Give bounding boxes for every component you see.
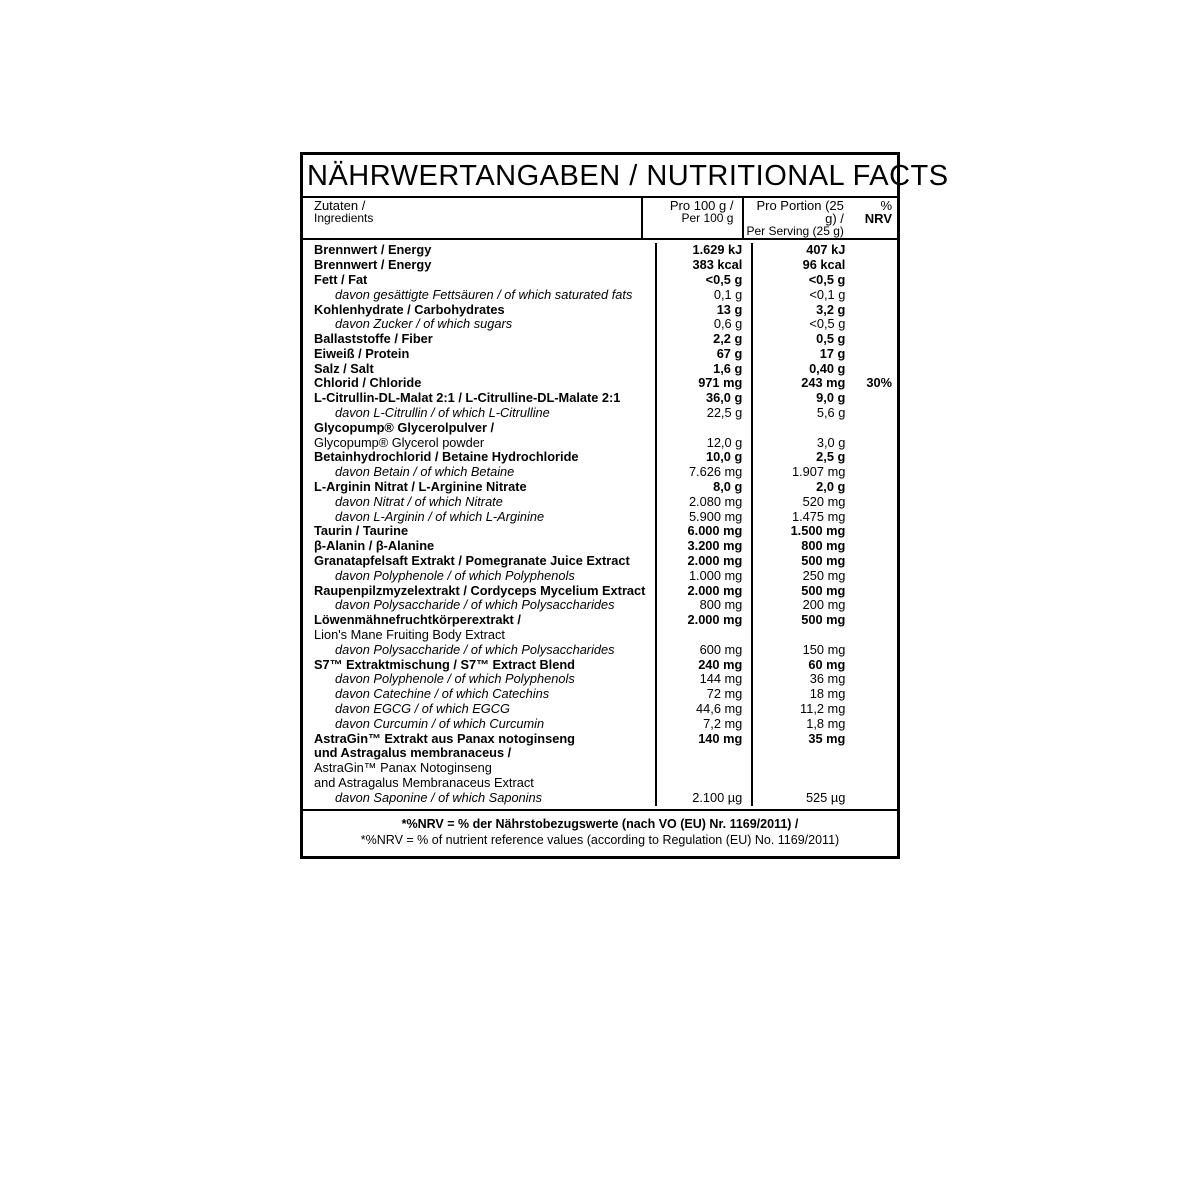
row-nrv — [854, 658, 897, 673]
row-per-serving: 500 mg — [752, 554, 854, 569]
header-nrv-label: NRV — [864, 211, 892, 227]
row-ingredient: Lion's Mane Fruiting Body Extract — [314, 627, 505, 643]
row-ingredient: Fett / Fat — [314, 271, 368, 287]
row-per-serving: 1.907 mg — [752, 465, 854, 480]
table-header — [303, 198, 897, 238]
table-row — [303, 613, 897, 628]
row-nrv — [854, 643, 897, 658]
row-per-serving — [752, 628, 854, 643]
table-row — [303, 776, 897, 791]
table-row — [303, 421, 897, 436]
row-per-serving: 0,40 g — [752, 362, 854, 377]
row-nrv — [854, 510, 897, 525]
row-nrv — [854, 362, 897, 377]
row-per-100g: 36,0 g — [656, 391, 752, 406]
row-per-100g: 72 mg — [656, 687, 752, 702]
row-per-serving: 520 mg — [752, 495, 854, 510]
row-ingredient: Brennwert / Energy — [314, 242, 432, 258]
header-row — [303, 198, 897, 238]
row-per-100g: 44,6 mg — [656, 702, 752, 717]
header-nrv-percent: % — [880, 198, 892, 214]
row-per-100g: 600 mg — [656, 643, 752, 658]
row-ingredient: Brennwert / Energy — [314, 257, 432, 273]
row-per-100g: 140 mg — [656, 732, 752, 747]
table-row — [303, 598, 897, 613]
table-row — [303, 569, 897, 584]
row-per-serving: 96 kcal — [752, 258, 854, 273]
row-per-serving: <0,5 g — [752, 273, 854, 288]
row-per-serving: 5,6 g — [752, 406, 854, 421]
table-row — [303, 450, 897, 465]
table-row — [303, 658, 897, 673]
row-ingredient: Salz / Salt — [314, 360, 374, 376]
row-per-serving: 17 g — [752, 347, 854, 362]
row-per-100g: 22,5 g — [656, 406, 752, 421]
row-ingredient: Eiweiß / Protein — [314, 345, 410, 361]
row-nrv — [854, 495, 897, 510]
row-per-serving: 525 µg — [752, 791, 854, 806]
row-per-100g — [656, 746, 752, 761]
row-per-100g: 0,6 g — [656, 317, 752, 332]
row-nrv — [854, 421, 897, 436]
row-ingredient: davon EGCG / of which EGCG — [335, 701, 510, 717]
row-nrv — [854, 717, 897, 732]
row-nrv — [854, 628, 897, 643]
table-row — [303, 672, 897, 687]
row-per-100g: 2.000 mg — [656, 554, 752, 569]
row-nrv: 30% — [866, 375, 892, 391]
row-per-100g: 1,6 g — [656, 362, 752, 377]
table-body-wrap — [303, 240, 897, 808]
header-per-serving-en: Per Serving (25 g) — [746, 224, 844, 239]
row-ingredient: davon Betain / of which Betaine — [335, 464, 515, 480]
row-per-serving: 250 mg — [752, 569, 854, 584]
row-per-serving: 9,0 g — [752, 391, 854, 406]
row-ingredient: and Astragalus Membranaceus Extract — [314, 775, 534, 790]
row-ingredient: davon L-Arginin / of which L-Arginine — [335, 508, 545, 524]
row-nrv — [854, 791, 897, 806]
row-ingredient: davon Polyphenole / of which Polyphenols — [335, 671, 575, 687]
row-per-100g: 2.100 µg — [656, 791, 752, 806]
row-ingredient: AstraGin™ Extrakt aus Panax notoginseng — [314, 730, 575, 746]
header-ingredients-en: Ingredients — [314, 211, 374, 226]
row-ingredient: AstraGin™ Panax Notoginseng — [314, 760, 492, 776]
row-per-serving: 2,5 g — [752, 450, 854, 465]
row-ingredient: β-Alanin / β-Alanine — [314, 538, 435, 554]
table-row — [303, 495, 897, 510]
nutrition-table-body — [303, 243, 897, 805]
row-per-100g — [656, 421, 752, 436]
row-per-100g: 0,1 g — [656, 288, 752, 303]
row-per-100g: 144 mg — [656, 672, 752, 687]
table-row — [303, 480, 897, 495]
row-per-serving: <0,5 g — [752, 317, 854, 332]
table-row — [303, 628, 897, 643]
footnote-line-de: *%NRV = % der Nährstobezugswerte (nach VO (EU) Nr. 1169/2011) / — [401, 816, 799, 831]
table-row — [303, 406, 897, 421]
row-per-100g: 6.000 mg — [656, 524, 752, 539]
row-nrv — [854, 480, 897, 495]
row-per-serving: 3,0 g — [752, 436, 854, 451]
row-per-100g: 2.000 mg — [656, 584, 752, 599]
row-ingredient: davon Catechine / of which Catechins — [335, 686, 550, 702]
row-per-serving: 60 mg — [752, 658, 854, 673]
table-row — [303, 288, 897, 303]
row-nrv — [854, 465, 897, 480]
row-nrv — [854, 554, 897, 569]
row-ingredient: und Astragalus membranaceus / — [314, 745, 512, 761]
row-ingredient: davon L-Citrullin / of which L-Citrulline — [335, 405, 550, 421]
row-per-100g: <0,5 g — [656, 273, 752, 288]
row-per-100g: 12,0 g — [656, 436, 752, 451]
row-ingredient: davon Polysaccharide / of which Polysaccharides — [335, 641, 615, 657]
table-row — [303, 510, 897, 525]
row-nrv — [854, 406, 897, 421]
row-per-serving: 1.475 mg — [752, 510, 854, 525]
header-per-100g-en: Per 100 g — [681, 211, 734, 226]
row-per-serving: 150 mg — [752, 643, 854, 658]
row-per-serving: 2,0 g — [752, 480, 854, 495]
row-per-100g: 383 kcal — [656, 258, 752, 273]
row-nrv — [854, 347, 897, 362]
table-row — [303, 584, 897, 599]
table-row — [303, 717, 897, 732]
table-row — [303, 539, 897, 554]
table-row — [303, 347, 897, 362]
row-nrv — [854, 672, 897, 687]
row-nrv — [854, 598, 897, 613]
row-nrv — [854, 776, 897, 791]
row-ingredient: Kohlenhydrate / Carbohydrates — [314, 301, 505, 317]
header-nrv — [853, 198, 897, 238]
row-per-serving: 3,2 g — [752, 303, 854, 318]
row-per-serving: 500 mg — [752, 613, 854, 628]
row-ingredient: davon gesättigte Fettsäuren / of which saturated fats — [335, 286, 633, 302]
table-row — [303, 554, 897, 569]
row-per-100g: 971 mg — [656, 376, 752, 391]
row-per-100g — [656, 761, 752, 776]
footnote-line-en: *%NRV = % of nutrient reference values (according to Regulation (EU) No. 1169/2011) — [360, 833, 840, 848]
row-per-100g: 10,0 g — [656, 450, 752, 465]
row-per-serving: 11,2 mg — [752, 702, 854, 717]
table-row — [303, 791, 897, 806]
row-nrv — [854, 303, 897, 318]
header-per-serving — [743, 198, 852, 238]
table-row — [303, 436, 897, 451]
row-per-100g: 1.629 kJ — [656, 243, 752, 258]
row-per-serving: 1,8 mg — [752, 717, 854, 732]
table-row — [303, 465, 897, 480]
row-per-serving: 1.500 mg — [752, 524, 854, 539]
row-per-100g: 2.080 mg — [656, 495, 752, 510]
row-ingredient: Glycopump® Glycerolpulver / — [314, 419, 495, 435]
footnote — [303, 809, 897, 857]
header-per-serving-de: Pro Portion (25 g) / — [756, 198, 844, 227]
row-nrv — [854, 288, 897, 303]
row-per-100g: 7,2 mg — [656, 717, 752, 732]
row-per-100g — [656, 776, 752, 791]
row-nrv — [854, 732, 897, 747]
table-row — [303, 702, 897, 717]
row-ingredient: davon Nitrat / of which Nitrate — [335, 493, 503, 509]
table-header-wrap — [303, 198, 897, 238]
row-per-100g: 1.000 mg — [656, 569, 752, 584]
header-per-100g — [642, 198, 744, 238]
row-per-serving: 407 kJ — [752, 243, 854, 258]
table-row — [303, 732, 897, 747]
row-per-100g: 13 g — [656, 303, 752, 318]
page-title: NÄHRWERTANGABEN / NUTRITIONAL FACTS — [307, 160, 949, 192]
row-ingredient: Ballaststoffe / Fiber — [314, 331, 433, 347]
row-nrv — [854, 613, 897, 628]
table-row — [303, 273, 897, 288]
row-nrv — [854, 258, 897, 273]
row-nrv — [854, 761, 897, 776]
row-ingredient: davon Zucker / of which sugars — [335, 316, 513, 332]
row-nrv — [854, 687, 897, 702]
row-per-100g: 2.000 mg — [656, 613, 752, 628]
table-row — [303, 761, 897, 776]
row-per-100g: 5.900 mg — [656, 510, 752, 525]
row-per-serving: 36 mg — [752, 672, 854, 687]
row-per-serving — [752, 746, 854, 761]
table-row — [303, 303, 897, 318]
row-per-100g: 2,2 g — [656, 332, 752, 347]
table-row — [303, 362, 897, 377]
row-ingredient: Raupenpilzmyzelextrakt / Cordyceps Mycelium Extract — [314, 582, 646, 598]
row-ingredient: Glycopump® Glycerol powder — [314, 434, 485, 450]
row-ingredient: Löwenmähnefruchtkörperextrakt / — [314, 612, 521, 628]
row-per-100g: 8,0 g — [656, 480, 752, 495]
row-ingredient: Betainhydrochlorid / Betaine Hydrochloride — [314, 449, 579, 465]
table-row — [303, 376, 897, 391]
row-per-serving: <0,1 g — [752, 288, 854, 303]
row-per-serving: 800 mg — [752, 539, 854, 554]
row-per-serving: 35 mg — [752, 732, 854, 747]
row-nrv — [854, 273, 897, 288]
row-per-serving — [752, 421, 854, 436]
row-nrv — [854, 702, 897, 717]
row-ingredient: L-Citrullin-DL-Malat 2:1 / L-Citrulline-DL-Malate 2:1 — [314, 390, 621, 406]
row-nrv — [854, 243, 897, 258]
row-per-serving: 243 mg — [752, 376, 854, 391]
row-ingredient: S7™ Extraktmischung / S7™ Extract Blend — [314, 656, 575, 672]
table-row — [303, 258, 897, 273]
table-row — [303, 317, 897, 332]
header-per-100g-de: Pro 100 g / — [669, 198, 734, 214]
row-per-100g: 3.200 mg — [656, 539, 752, 554]
row-ingredient: Granatapfelsaft Extrakt / Pomegranate Juice Extract — [314, 553, 630, 569]
row-nrv — [854, 436, 897, 451]
table-row — [303, 391, 897, 406]
row-nrv — [854, 391, 897, 406]
table-row — [303, 643, 897, 658]
row-per-serving — [752, 776, 854, 791]
row-per-serving: 500 mg — [752, 584, 854, 599]
row-per-serving: 0,5 g — [752, 332, 854, 347]
row-nrv — [854, 569, 897, 584]
row-nrv — [854, 539, 897, 554]
row-nrv — [854, 524, 897, 539]
row-per-100g — [656, 628, 752, 643]
row-nrv — [854, 584, 897, 599]
row-per-serving: 18 mg — [752, 687, 854, 702]
row-nrv — [854, 317, 897, 332]
table-row — [303, 524, 897, 539]
row-nrv — [854, 450, 897, 465]
nutrition-table — [303, 243, 897, 805]
row-per-serving — [752, 761, 854, 776]
row-per-100g: 67 g — [656, 347, 752, 362]
header-ingredients — [303, 198, 642, 238]
row-per-100g: 800 mg — [656, 598, 752, 613]
row-per-100g: 240 mg — [656, 658, 752, 673]
row-ingredient: L-Arginin Nitrat / L-Arginine Nitrate — [314, 479, 527, 495]
row-per-serving: 200 mg — [752, 598, 854, 613]
table-row — [303, 687, 897, 702]
row-ingredient: davon Polysaccharide / of which Polysaccharides — [335, 597, 615, 613]
table-row — [303, 332, 897, 347]
table-row — [303, 746, 897, 761]
header-ingredients-de: Zutaten / — [314, 198, 366, 214]
row-per-100g: 7.626 mg — [656, 465, 752, 480]
row-nrv — [854, 332, 897, 347]
row-ingredient: davon Polyphenole / of which Polyphenols — [335, 567, 575, 583]
row-ingredient: Taurin / Taurine — [314, 523, 409, 539]
nutrition-facts-panel — [300, 152, 949, 859]
row-ingredient: davon Curcumin / of which Curcumin — [335, 715, 545, 731]
table-row — [303, 243, 897, 258]
row-ingredient: davon Saponine / of which Saponins — [335, 789, 543, 805]
row-ingredient: Chlorid / Chloride — [314, 375, 422, 391]
row-nrv — [854, 746, 897, 761]
